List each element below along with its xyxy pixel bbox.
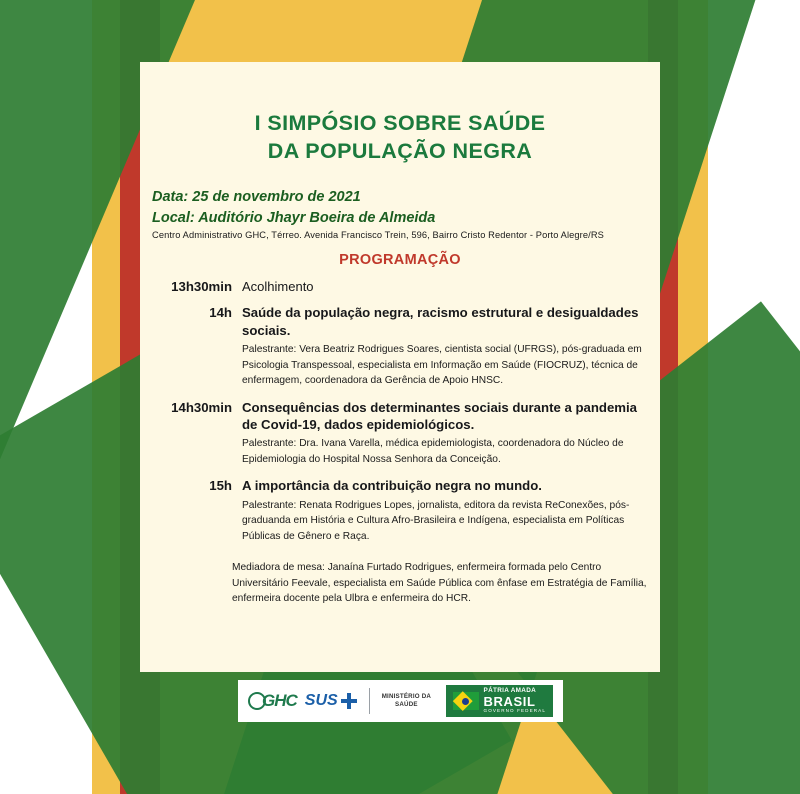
ghc-logo-text: GHC bbox=[262, 691, 297, 710]
schedule-item-description: Palestrante: Dra. Ivana Varella, médica epidemiologista, coordenadora do Núcleo de Epidemiologia do Hospital Nossa Senhora da Conceição. bbox=[242, 438, 624, 465]
ministry-line-2: SAÚDE bbox=[395, 701, 418, 708]
ministry-of-health-logo bbox=[382, 693, 431, 709]
brasil-line-3: GOVERNO FEDERAL bbox=[483, 707, 546, 713]
poster-title bbox=[140, 110, 660, 165]
schedule-item-body bbox=[242, 399, 648, 468]
event-place: Local: Auditório Jhayr Boeira de Almeida bbox=[152, 209, 436, 226]
schedule-item bbox=[150, 278, 648, 294]
flag-globe-shape bbox=[462, 698, 469, 705]
schedule-item-time: 14h bbox=[209, 305, 232, 321]
brasil-logo-text bbox=[484, 688, 546, 713]
logo-divider bbox=[369, 688, 370, 714]
logo-strip bbox=[238, 680, 563, 722]
sus-logo bbox=[305, 692, 357, 710]
mediator-note: Mediadora de mesa: Janaína Furtado Rodrigues, enfermeira formada pelo Centro Universitário Feevale, especialista em Saúde Pública com ênfase em Estratégia de Família, enfermeira docente pela Ulbra e enfermeira do HCR. bbox=[232, 562, 647, 605]
sus-logo-text: SUS bbox=[304, 692, 338, 709]
schedule-item-body bbox=[242, 304, 648, 388]
brasil-line-2: BRASIL bbox=[483, 694, 536, 710]
brasil-line-1: PÁTRIA AMADA bbox=[483, 687, 537, 695]
government-brasil-logo bbox=[446, 685, 553, 717]
poster-content bbox=[140, 62, 660, 672]
ministry-line-1: MINISTÉRIO DA bbox=[381, 692, 432, 700]
medical-cross-icon bbox=[341, 693, 357, 709]
schedule-item-body bbox=[242, 477, 648, 544]
event-meta bbox=[140, 187, 660, 228]
poster-title-line-2: DA POPULAÇÃO NEGRA bbox=[267, 138, 533, 163]
schedule-item-time: 14h30min bbox=[171, 399, 232, 415]
brazil-flag-icon bbox=[453, 692, 479, 710]
schedule-item bbox=[150, 477, 648, 544]
schedule-item-title: Consequências dos determinantes sociais durante a pandemia de Covid-19, dados epidemiológicos. bbox=[242, 399, 638, 432]
event-date: Data: 25 de novembro de 2021 bbox=[152, 189, 361, 206]
schedule-item-body bbox=[242, 278, 648, 294]
schedule-item-time: 15h bbox=[209, 478, 232, 494]
schedule-item-description: Palestrante: Vera Beatriz Rodrigues Soares, cientista social (UFRGS), pós-graduada em Psicologia Transpessoal, especialista em Informação em Saúde (FIOCRUZ), técnica de enfermagem, coordenadora da Gerência de Apoio HNSC. bbox=[242, 344, 642, 387]
schedule-item-title: A importância da contribuição negra no mundo. bbox=[242, 478, 542, 494]
schedule-item-description: Palestrante: Renata Rodrigues Lopes, jornalista, editora da revista ReConexões, pós-graduanda em História e Cultura Afro-Brasileira e Indígena, especialista em Políticas Públicas de Gênero e Raça. bbox=[242, 499, 630, 542]
program-heading: PROGRAMAÇÃO bbox=[339, 252, 461, 269]
schedule-list bbox=[140, 278, 660, 544]
schedule-item-title: Saúde da população negra, racismo estrutural e desigualdades sociais. bbox=[242, 305, 639, 338]
schedule-item-time: 13h30min bbox=[171, 279, 232, 295]
ghc-logo bbox=[248, 691, 297, 711]
schedule-item-title: Acolhimento bbox=[242, 279, 314, 295]
schedule-item bbox=[150, 304, 648, 388]
schedule-item bbox=[150, 399, 648, 468]
poster-title-line-1: I SIMPÓSIO SOBRE SAÚDE bbox=[254, 111, 546, 135]
event-address: Centro Administrativo GHC, Térreo. Avenida Francisco Trein, 596, Bairro Cristo Redentor - Porto Alegre/RS bbox=[152, 230, 604, 241]
